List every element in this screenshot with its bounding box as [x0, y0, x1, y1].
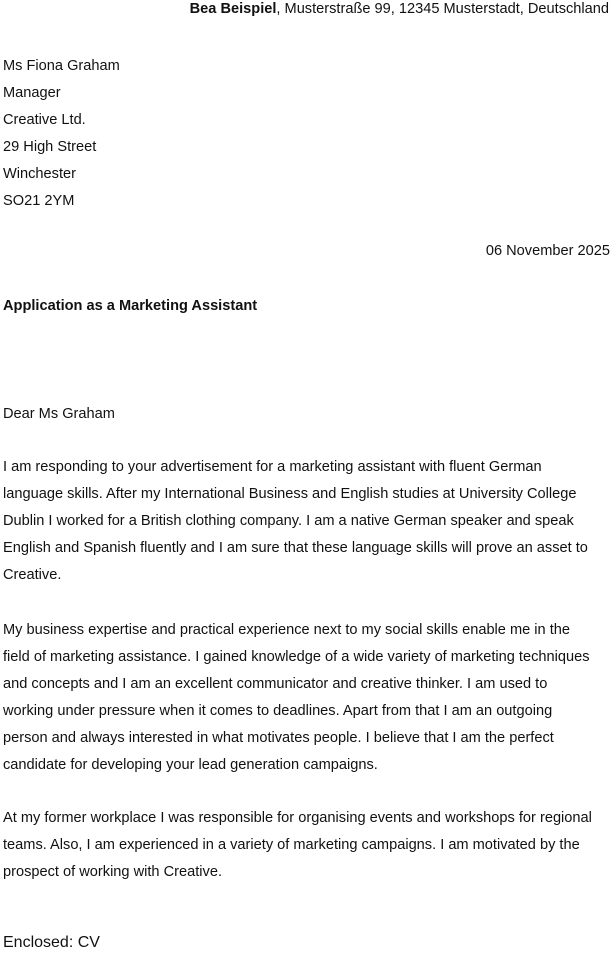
paragraph-line: My business expertise and practical experience next to my social skills enable me in the: [3, 622, 570, 638]
recipient-title: Manager: [3, 85, 61, 101]
paragraph-line: candidate for developing your lead generation campaigns.: [3, 757, 378, 773]
paragraph-line: field of marketing assistance. I gained knowledge of a wide variety of marketing techniques: [3, 649, 590, 665]
paragraph-line: person and always interested in what motivates people. I believe that I am the perfect: [3, 730, 554, 746]
letter-subject: Application as a Marketing Assistant: [3, 298, 258, 314]
letter-date: 06 November 2025: [485, 243, 610, 259]
body-paragraph-1: [3, 454, 613, 589]
recipient-name: Ms Fiona Graham: [3, 58, 120, 74]
recipient-city: Winchester: [3, 166, 76, 182]
paragraph-line: and concepts and I am an excellent communicator and creative thinker. I am used to: [3, 676, 548, 692]
sender-name: Bea Beispiel: [189, 1, 277, 17]
recipient-street: 29 High Street: [3, 139, 97, 155]
paragraph-line: working under pressure when it comes to deadlines. Apart from that I am an outgoing: [3, 703, 553, 719]
body-paragraph-2: [3, 617, 613, 779]
enclosure-note: Enclosed: CV: [3, 934, 100, 951]
recipient-address-block: [3, 53, 120, 215]
recipient-postcode: SO21 2YM: [3, 193, 75, 209]
paragraph-line: I am responding to your advertisement for a marketing assistant with fluent German: [3, 459, 542, 475]
body-paragraph-3: [3, 805, 613, 886]
paragraph-line: Creative.: [3, 567, 62, 583]
recipient-company: Creative Ltd.: [3, 112, 86, 128]
paragraph-line: teams. Also, I am experienced in a variety of marketing campaigns. I am motivated by the: [3, 837, 580, 853]
paragraph-line: language skills. After my International Business and English studies at University College: [3, 486, 577, 502]
sender-address: , Musterstraße 99, 12345 Musterstadt, Deutschland: [276, 1, 609, 17]
paragraph-line: prospect of working with Creative.: [3, 864, 222, 880]
paragraph-line: English and Spanish fluently and I am sure that these language skills will prove an asset to: [3, 540, 588, 556]
paragraph-line: Dublin I worked for a British clothing company. I am a native German speaker and speak: [3, 513, 574, 529]
sender-address-line: [190, 0, 609, 18]
paragraph-line: At my former workplace I was responsible for organising events and workshops for regional: [3, 810, 592, 826]
letter-salutation: Dear Ms Graham: [3, 406, 115, 422]
